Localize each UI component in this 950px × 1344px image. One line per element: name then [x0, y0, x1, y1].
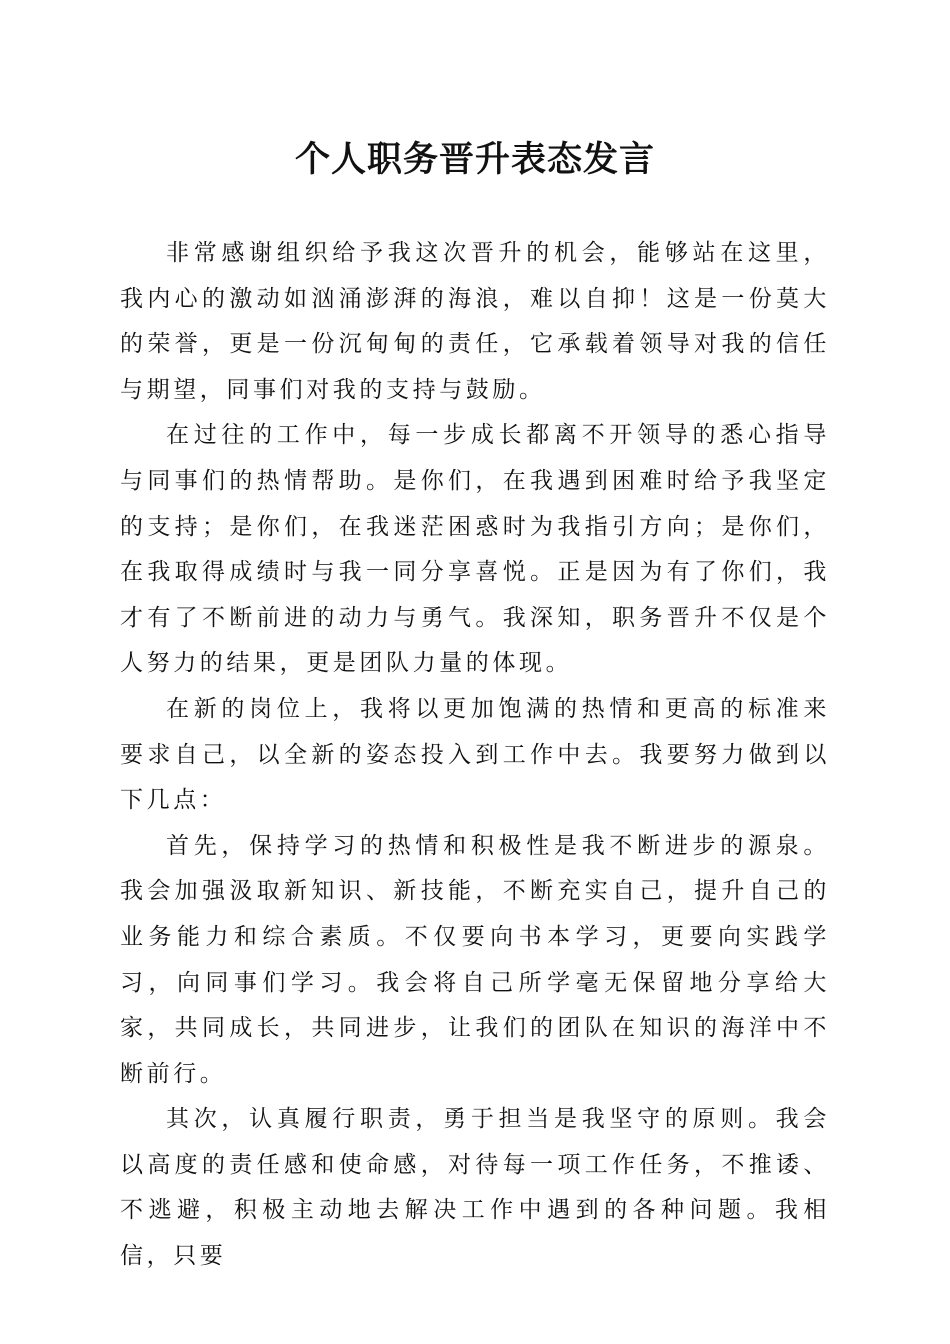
- paragraph: 其次，认真履行职责，勇于担当是我坚守的原则。我会以高度的责任感和使命感，对待每一项工作任务，不推诿、不逃避，积极主动地去解决工作中遇到的各种问题。我相信，只要: [120, 1106, 830, 1270]
- document-title: 个人职务晋升表态发言: [294, 139, 655, 180]
- document-body: [120, 231, 830, 1280]
- paragraph: 在新的岗位上，我将以更加饱满的热情和更高的标准来要求自己，以全新的姿态投入到工作中去。我要努力做到以下几点：: [120, 695, 830, 814]
- paragraph: 在过往的工作中，每一步成长都离不开领导的悉心指导与同事们的热情帮助。是你们，在我遇到困难时给予我坚定的支持；是你们，在我迷茫困惑时为我指引方向；是你们，在我取得成绩时与我一同分享喜悦。正是因为有了你们，我才有了不断前进的动力与勇气。我深知，职务晋升不仅是个人努力的结果，更是团队力量的体现。: [120, 422, 830, 677]
- paragraph: 首先，保持学习的热情和积极性是我不断进步的源泉。我会加强汲取新知识、新技能，不断充实自己，提升自己的业务能力和综合素质。不仅要向书本学习，更要向实践学习，向同事们学习。我会将自己所学毫无保留地分享给大家，共同成长，共同进步，让我们的团队在知识的海洋中不断前行。: [120, 832, 830, 1087]
- paragraph: 非常感谢组织给予我这次晋升的机会，能够站在这里，我内心的激动如汹涌澎湃的海浪，难以自抑！这是一份莫大的荣誉，更是一份沉甸甸的责任，它承载着领导对我的信任与期望，同事们对我的支持与鼓励。: [120, 240, 830, 403]
